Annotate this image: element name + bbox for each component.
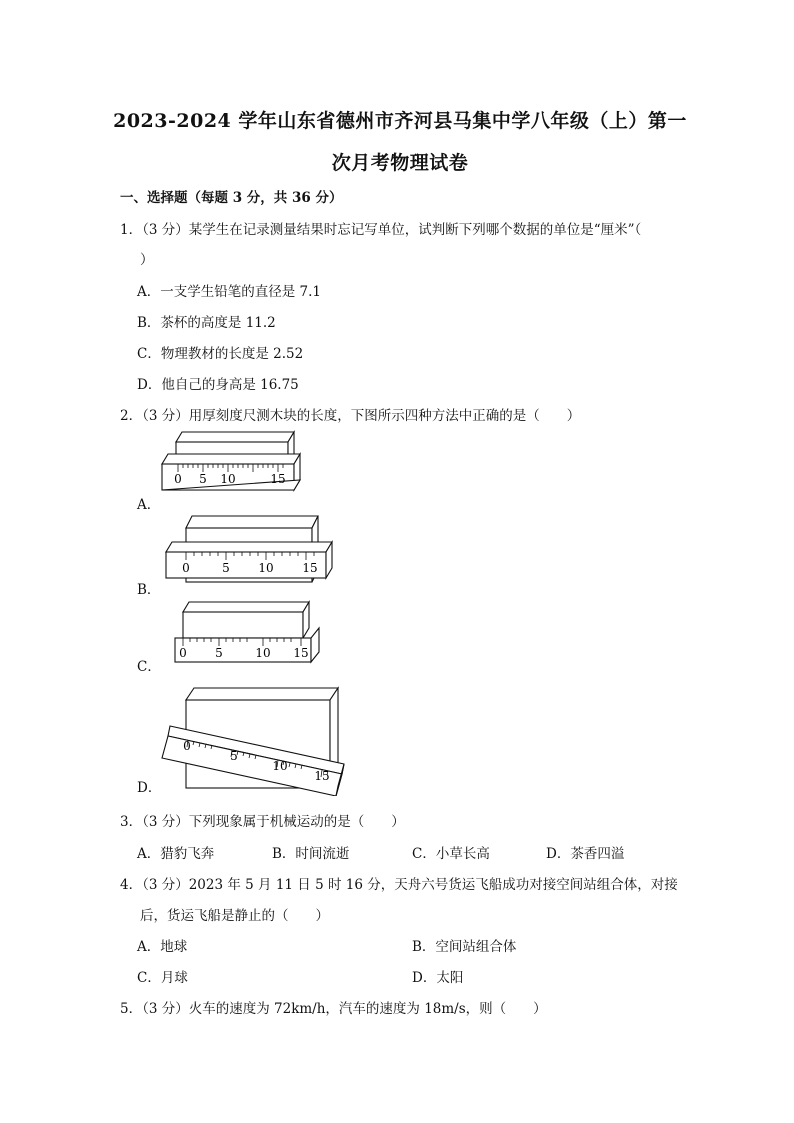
q2-option-c-label: C． — [137, 659, 161, 675]
tick-label-5: 5 — [199, 472, 207, 486]
tick-label-5: 5 — [215, 646, 223, 660]
q2-option-a-label: A． — [137, 497, 161, 513]
tick-label-10: 10 — [258, 561, 274, 575]
tick-label-10: 10 — [255, 646, 271, 660]
q1-option-c: C．物理教材的长度是 2.52 — [137, 346, 304, 362]
q4-option-a: A．地球 — [137, 939, 188, 955]
q1-stem: 1．（3 分）某学生在记录测量结果时忘记写单位，试判断下列哪个数据的单位是“厘米”（ — [120, 222, 642, 238]
q1-option-b: B．茶杯的高度是 11.2 — [137, 315, 276, 331]
ruler-figure-c — [165, 598, 325, 668]
exam-title-line-1: 2023-2024 学年山东省德州市齐河县马集中学八年级（上）第一 — [113, 110, 687, 132]
q3-stem: 3．（3 分）下列现象属于机械运动的是（ ） — [120, 814, 405, 830]
q1-option-d: D．他自己的身高是 16.75 — [137, 377, 299, 393]
q2-stem: 2．（3 分）用厚刻度尺测木块的长度，下图所示四种方法中正确的是（ ） — [120, 408, 581, 424]
q1-stem-cont: ） — [140, 252, 154, 268]
q4-option-b: B．空间站组合体 — [412, 939, 517, 955]
tick-label-0: 0 — [179, 646, 187, 660]
q1-option-a: A．一支学生铅笔的直径是 7.1 — [137, 284, 322, 300]
tick-label-15: 15 — [302, 561, 318, 575]
q4-stem-cont: 后，货运飞船是静止的（ ） — [140, 908, 329, 924]
q4-option-d: D．太阳 — [412, 970, 464, 986]
tick-label-0: 0 — [182, 561, 190, 575]
section-heading: 一、选择题（每题 3 分，共 36 分） — [120, 190, 343, 206]
exam-title-line-2: 次月考物理试卷 — [331, 152, 469, 174]
tick-label-5: 5 — [222, 561, 230, 575]
q4-option-c: C．月球 — [137, 970, 188, 986]
q4-stem: 4．（3 分）2023 年 5 月 11 日 5 时 16 分，天舟六号货运飞船成功对接空间站组合体，对接 — [120, 877, 678, 893]
tick-label-10: 10 — [220, 472, 236, 486]
ruler-figure-b — [160, 512, 340, 588]
q2-option-d-label: D． — [137, 780, 162, 796]
tick-label-0: 0 — [183, 739, 191, 753]
tick-label-5: 5 — [230, 749, 238, 763]
wood-block — [183, 602, 309, 638]
tick-label-15: 15 — [293, 646, 309, 660]
q3-option-a: A．猎豹飞奔 — [137, 846, 215, 862]
q5-stem: 5．（3 分）火车的速度为 72km/h，汽车的速度为 18m/s，则（ ） — [120, 1001, 547, 1017]
q3-option-d: D．茶香四溢 — [546, 846, 625, 862]
ruler-figure-d — [160, 684, 360, 796]
ruler-figure-a — [160, 428, 310, 508]
q3-option-c: C．小草长高 — [412, 846, 490, 862]
q3-option-b: B．时间流逝 — [272, 846, 350, 862]
tick-label-15: 15 — [314, 769, 330, 783]
q2-option-b-label: B． — [137, 582, 161, 598]
tick-label-15: 15 — [270, 472, 286, 486]
tick-label-0: 0 — [174, 472, 182, 486]
tick-label-10: 10 — [272, 759, 288, 773]
